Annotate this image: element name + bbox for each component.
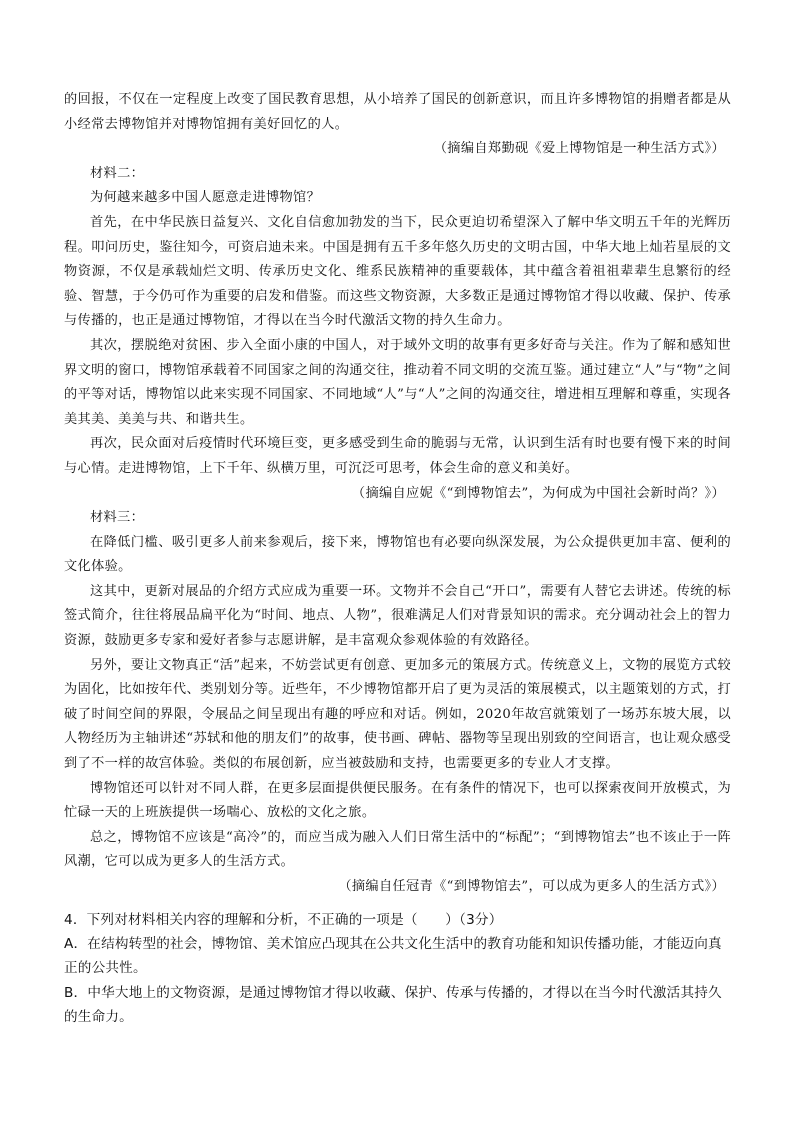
question-4 bbox=[64, 908, 734, 1029]
material1-closing-paragraph: 的回报，不仅在一定程度上改变了国民教育思想，从小培养了国民的创新意识，而且许多博物馆的捐赠者都是从小经常去博物馆并对博物馆拥有美好回忆的人。 bbox=[64, 92, 731, 132]
material3-paragraph-2: 这其中，更新对展品的介绍方式应成为重要一环。文物并不会自己“开口”，需要有人替它去讲述。传统的标签式简介，往往将展品扁平化为“时间、地点、人物”，很难满足人们对背景知识的需求。充分调动社会上的智力资源，鼓励更多专家和爱好者参与志愿讲解，是丰富观众参观体验的有效路径。 bbox=[64, 583, 731, 649]
material2-question: 为何越来越多中国人愿意走进博物馆？ bbox=[90, 190, 321, 206]
question-4-stem: 4．下列对材料相关内容的理解和分析，不正确的一项是（ ）（3分） bbox=[64, 912, 503, 928]
question-4-option-b: B．中华大地上的文物资源，是通过博物馆才得以收藏、保护、传承与传播的，才得以在当今时代激活其持久的生命力。 bbox=[64, 984, 722, 1025]
material2-label: 材料二： bbox=[90, 165, 145, 181]
material3-paragraph-5: 总之，博物馆不应该是“高冷”的，而应当成为融入人们日常生活中的“标配”；“到博物馆去”也不该止于一阵风潮，它可以成为更多人的生活方式。 bbox=[64, 829, 731, 870]
material2-paragraph-2: 其次，摆脱绝对贫困、步入全面小康的中国人，对于域外文明的故事有更多好奇与关注。作为了解和感知世界文明的窗口，博物馆承载着不同国家之间的沟通交往，推动着不同文明的交流互鉴。通过建立“人”与“物”之间的平等对话，博物馆以此来实现不同国家、不同地域“人”与“人”之间的沟通交往，增进相互理解和尊重，实现各美其美、美美与共、和谐共生。 bbox=[64, 337, 731, 427]
material1-source: （摘编自郑勤砚《爱上博物馆是一种生活方式》） bbox=[433, 141, 725, 157]
material3-label: 材料三： bbox=[90, 510, 145, 526]
reading-passage bbox=[64, 88, 731, 900]
material2-paragraph-3: 再次，民众面对后疫情时代环境巨变，更多感受到生命的脆弱与无常，认识到生活有时也要有慢下来的时间与心情。走进博物馆，上下千年、纵横万里，可沉泛可思考，体会生命的意义和美好。 bbox=[64, 436, 731, 476]
material3-paragraph-1: 在降低门槛、吸引更多人前来参观后，接下来，博物馆也有必要向纵深发展，为公众提供更加丰富、便利的文化体验。 bbox=[64, 534, 731, 575]
question-4-option-a: A．在结构转型的社会，博物馆、美术馆应凸现其在公共文化生活中的教育功能和知识传播功能，才能迈向真正的公共性。 bbox=[64, 936, 722, 977]
material3-source: （摘编自任冠青《“到博物馆去”，可以成为更多人的生活方式》） bbox=[338, 879, 725, 894]
material2-paragraph-1: 首先，在中华民族日益复兴、文化自信愈加勃发的当下，民众更迫切希望深入了解中华文明五千年的光辉历程。叩问历史，鉴往知今，可资启迪未来。中国是拥有五千多年悠久历史的文明古国，中华大地上灿若星辰的文物资源，不仅是承载灿烂文明、传承历史文化、维系民族精神的重要载体，其中蕴含着祖祖辈辈生息繁衍的经验、智慧，于今仍可作为重要的启发和借鉴。而这些文物资源，大多数正是通过博物馆才得以收藏、保护、传承与传播的，也正是通过博物馆，才得以在当今时代激活文物的持久生命力。 bbox=[64, 214, 731, 329]
material3-paragraph-3: 另外，要让文物真正“活”起来，不妨尝试更有创意、更加多元的策展方式。传统意义上，文物的展览方式较为固化，比如按年代、类别划分等。近些年，不少博物馆都开启了更为灵活的策展模式，以主题策划的方式，打破了时间空间的界限，令展品之间呈现出有趣的呼应和对话。例如，2020年故宫就策划了一场苏东坡大展，以人物经历为主轴讲述“苏轼和他的朋友们”的故事，使书画、碑帖、器物等呈现出别致的空间语言，也让观众感受到了不一样的故宫体验。类似的布展创新，应当被鼓励和支持，也需要更多的专业人才支撑。 bbox=[64, 657, 731, 772]
material3-paragraph-4: 博物馆还可以针对不同人群，在更多层面提供便民服务。在有条件的情况下，也可以探索夜间开放模式，为忙碌一天的上班族提供一场喘心、放松的文化之旅。 bbox=[64, 780, 731, 821]
material2-source: （摘编自应妮《“到博物馆去”，为何成为中国社会新时尚？》） bbox=[351, 485, 725, 501]
